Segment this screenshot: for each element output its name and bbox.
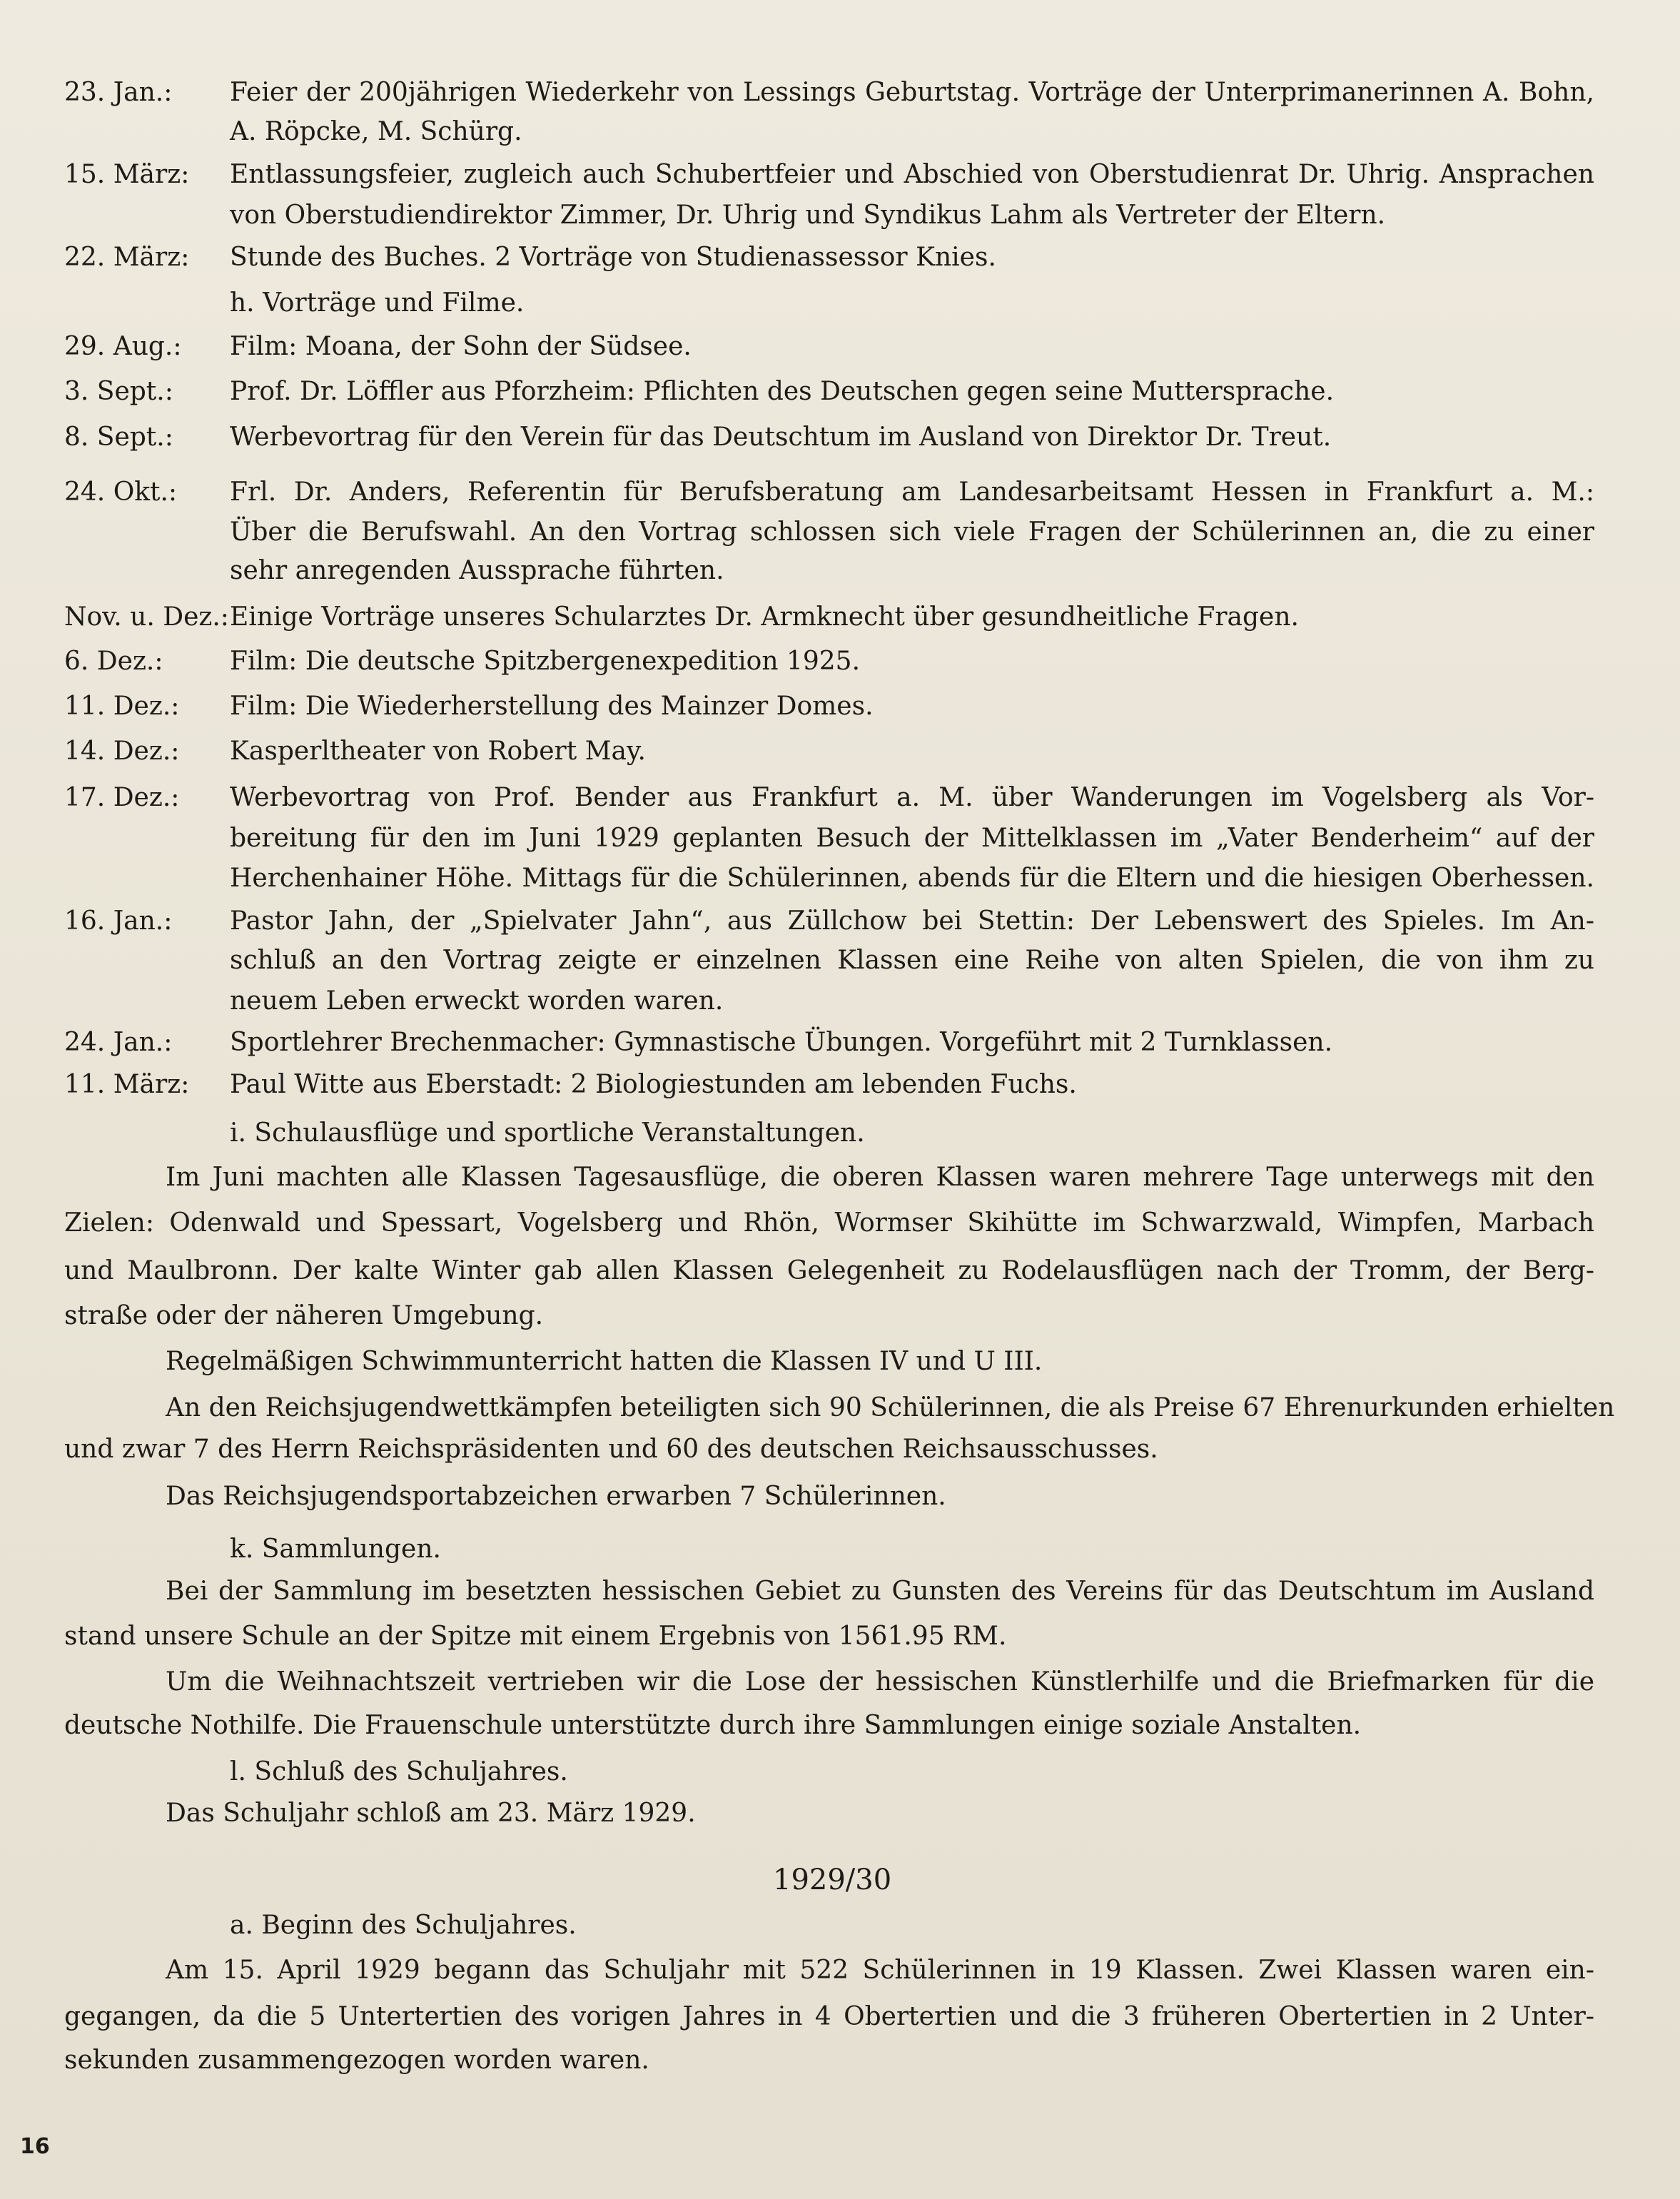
entry-text: Pastor Jahn, der „Spielvater Jahn“, aus Züllchow bei Stettin: Der Lebenswert des Spieles. Im An-: [230, 906, 1594, 936]
paragraph-line: Das Reichsjugendsportabzeichen erwarben 7 Schülerinnen.: [166, 1482, 946, 1511]
section-heading-l: l. Schluß des Schuljahres.: [230, 1757, 568, 1786]
entry-date: 11. März:: [64, 1070, 190, 1099]
entry-text: von Oberstudiendirektor Zimmer, Dr. Uhrig und Syndikus Lahm als Vertreter der Eltern.: [230, 201, 1386, 230]
entry-date: Nov. u. Dez.:: [64, 602, 229, 632]
paragraph-line: Bei der Sammlung im besetzten hessischen Gebiet zu Gunsten des Vereins für das Deutschtum im Ausland: [166, 1577, 1594, 1606]
paragraph-line: sekunden zusammengezogen worden waren.: [64, 2046, 649, 2075]
paragraph-line: Regelmäßigen Schwimmunterricht hatten die Klassen IV und U III.: [166, 1347, 1043, 1376]
entry-date: 24. Jan.:: [64, 1028, 173, 1057]
paragraph-line: Um die Weihnachtszeit vertrieben wir die Lose der hessischen Künstlerhilfe und die Briefmarken für die: [166, 1667, 1594, 1697]
entry-text: Film: Die Wiederherstellung des Mainzer Domes.: [230, 692, 874, 721]
entry-text: bereitung für den im Juni 1929 geplanten Besuch der Mittelklassen im „Vater Benderheim“ auf der: [230, 824, 1594, 853]
paragraph-line: An den Reichsjugendwettkämpfen beteiligten sich 90 Schülerinnen, die als Preise 67 Ehrenurkunden erhielten: [166, 1393, 1615, 1422]
entry-text: Paul Witte aus Eberstadt: 2 Biologiestunden am lebenden Fuchs.: [230, 1070, 1077, 1099]
entry-date: 3. Sept.:: [64, 377, 173, 406]
paragraph-line: und zwar 7 des Herrn Reichspräsidenten und 60 des deutschen Reichsausschusses.: [64, 1435, 1158, 1464]
section-heading-a: a. Beginn des Schuljahres.: [230, 1911, 577, 1940]
section-heading-i: i. Schulausflüge und sportliche Veranstaltungen.: [230, 1118, 865, 1148]
paragraph-line: und Maulbronn. Der kalte Winter gab allen Klassen Gelegenheit zu Rodelausflügen nach der Tromm, der Berg-: [64, 1256, 1594, 1285]
entry-text: A. Röpcke, M. Schürg.: [230, 117, 522, 146]
paragraph-line: deutsche Nothilfe. Die Frauenschule unterstützte durch ihre Sammlungen einige soziale Anstalten.: [64, 1711, 1362, 1740]
paragraph-line: Im Juni machten alle Klassen Tagesausflüge, die oberen Klassen waren mehrere Tage unterwegs mit den: [166, 1163, 1594, 1192]
entry-text: Stunde des Buches. 2 Vorträge von Studienassessor Knies.: [230, 243, 996, 272]
entry-date: 22. März:: [64, 243, 190, 272]
entry-text: Feier der 200jährigen Wiederkehr von Lessings Geburtstag. Vorträge der Unterprimanerinnen A. Bohn,: [230, 78, 1594, 107]
paragraph-line: Zielen: Odenwald und Spessart, Vogelsberg und Rhön, Wormser Skihütte im Schwarzwald, Wimpfen, Marbach: [64, 1208, 1594, 1238]
entry-text: Werbevortrag von Prof. Bender aus Frankfurt a. M. über Wanderungen im Vogelsberg als Vor-: [230, 783, 1594, 812]
entry-text: sehr anregenden Aussprache führten.: [230, 556, 724, 585]
year-heading: 1929/30: [773, 1864, 892, 1896]
entry-text: Film: Moana, der Sohn der Südsee.: [230, 332, 692, 361]
entry-date: 29. Aug.:: [64, 332, 182, 361]
entry-text: Herchenhainer Höhe. Mittags für die Schülerinnen, abends für die Eltern und die hiesigen Oberhessen.: [230, 864, 1594, 893]
entry-text: Prof. Dr. Löffler aus Pforzheim: Pflichten des Deutschen gegen seine Muttersprache.: [230, 377, 1335, 406]
entry-date: 8. Sept.:: [64, 423, 173, 452]
entry-date: 17. Dez.:: [64, 783, 180, 812]
entry-text: schluß an den Vortrag zeigte er einzelnen Klassen eine Reihe von alten Spielen, die von ihm zu: [230, 946, 1594, 975]
entry-date: 14. Dez.:: [64, 737, 180, 766]
paragraph-line: straße oder der näheren Umgebung.: [64, 1301, 544, 1330]
entry-text: Einige Vorträge unseres Schularztes Dr. Armknecht über gesundheitliche Fragen.: [230, 602, 1299, 632]
paragraph-line: Das Schuljahr schloß am 23. März 1929.: [166, 1799, 696, 1828]
entry-text: Frl. Dr. Anders, Referentin für Berufsberatung am Landesarbeitsamt Hessen in Frankfurt a. M.:: [230, 477, 1594, 507]
entry-text: neuem Leben erweckt worden waren.: [230, 986, 724, 1016]
entry-date: 15. März:: [64, 160, 190, 189]
entry-date: 23. Jan.:: [64, 78, 173, 107]
entry-date: 16. Jan.:: [64, 906, 173, 936]
entry-date: 6. Dez.:: [64, 647, 163, 676]
entry-text: Entlassungsfeier, zugleich auch Schubertfeier und Abschied von Oberstudienrat Dr. Uhrig. Ansprachen: [230, 160, 1594, 189]
section-heading-h: h. Vorträge und Filme.: [230, 288, 525, 318]
page-number: 16: [20, 2134, 50, 2159]
paragraph-line: stand unsere Schule an der Spitze mit einem Ergebnis von 1561.95 RM.: [64, 1622, 1007, 1651]
entry-text: Sportlehrer Brechenmacher: Gymnastische Übungen. Vorgeführt mit 2 Turnklassen.: [230, 1028, 1333, 1057]
entry-date: 11. Dez.:: [64, 692, 180, 721]
entry-date: 24. Okt.:: [64, 477, 178, 507]
entry-text: Werbevortrag für den Verein für das Deutschtum im Ausland von Direktor Dr. Treut.: [230, 423, 1332, 452]
paragraph-line: Am 15. April 1929 begann das Schuljahr mit 522 Schülerinnen in 19 Klassen. Zwei Klassen waren ein-: [166, 1956, 1594, 1985]
section-heading-k: k. Sammlungen.: [230, 1535, 441, 1564]
entry-text: Über die Berufswahl. An den Vortrag schlossen sich viele Fragen der Schülerinnen an, die zu einer: [230, 517, 1594, 547]
entry-text: Film: Die deutsche Spitzbergenexpedition 1925.: [230, 647, 861, 676]
entry-text: Kasperltheater von Robert May.: [230, 737, 646, 766]
paragraph-line: gegangen, da die 5 Untertertien des vorigen Jahres in 4 Obertertien und die 3 früheren Obertertien in 2 Unter-: [64, 2002, 1594, 2031]
